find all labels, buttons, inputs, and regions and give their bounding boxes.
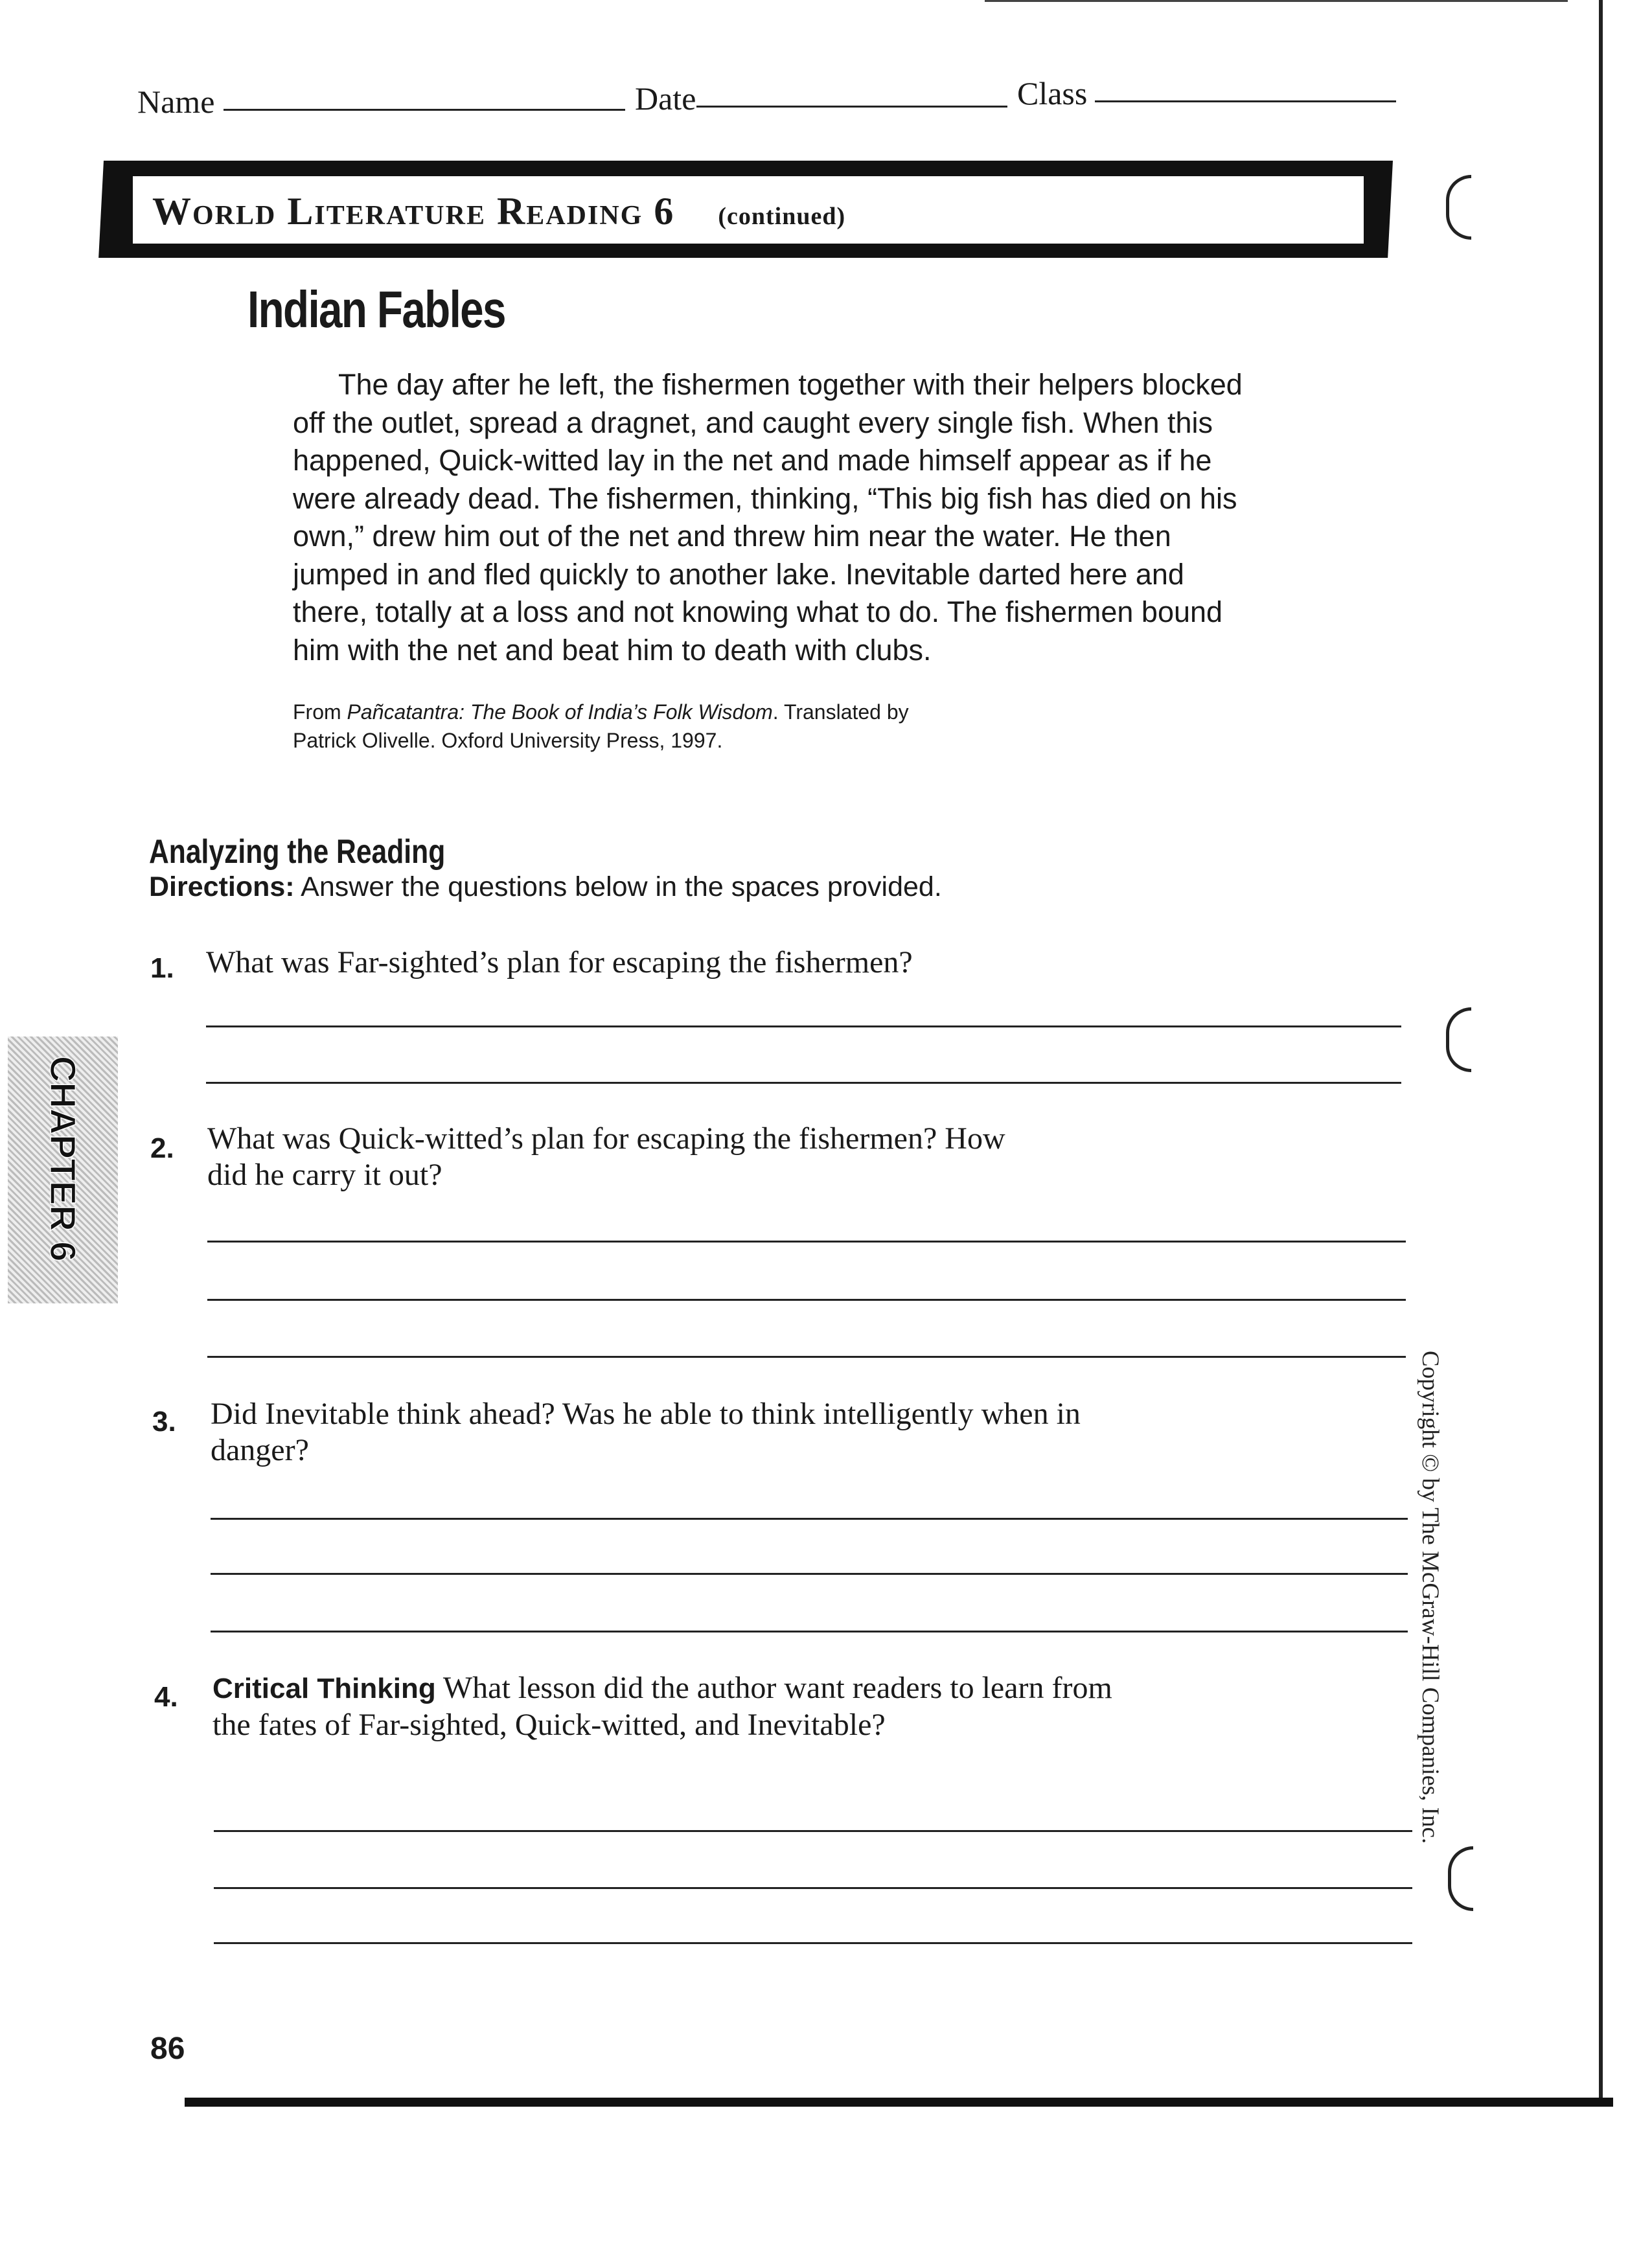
class-field[interactable] (1095, 100, 1396, 102)
footer-rule (185, 2098, 1613, 2107)
source-citation (293, 698, 1005, 755)
date-label: Date (635, 80, 696, 117)
question-text: What was Quick-witted’s plan for escaping the fishermen? How did he carry it out? (207, 1121, 1005, 1192)
scan-top-edge (985, 0, 1568, 2)
question-text: Did Inevitable think ahead? Was he able to think intelligently when in danger? (211, 1397, 1081, 1467)
question-text-body: What lesson did the author want readers to learn from the fates of Far-sighted, Quick-witted, and Inevitable? (212, 1671, 1112, 1742)
question-number: 2. (150, 1132, 174, 1164)
answer-line[interactable] (206, 1025, 1401, 1027)
question-number: 4. (154, 1681, 178, 1713)
punch-hole-mark (1446, 1007, 1471, 1072)
page-number: 86 (150, 2032, 185, 2066)
question-text (212, 1670, 1119, 1743)
question-number: 1. (150, 952, 174, 984)
source-work: Pañcatantra: The Book of India’s Folk Wisdom (347, 700, 773, 724)
passage (293, 366, 1248, 669)
section-heading: Analyzing the Reading (149, 833, 446, 871)
answer-line[interactable] (211, 1631, 1408, 1632)
answer-line[interactable] (211, 1518, 1408, 1520)
question-text: What was Far-sighted’s plan for escaping the fishermen? (206, 945, 913, 979)
passage-text: The day after he left, the fishermen together with their helpers blocked off the outlet, spread a dragnet, and caught every single fish. When this happened, Quick-witted lay in the net and made himself appear as if he were already dead. The fishermen, thinking, “This big fish has died on his own,” drew him out of the net and threw him near the water. He then jumped in and fled quickly to another lake. Inevitable darted here and there, totally at a loss and not knowing what to do. The fishermen bound him with the net and beat him to death with clubs. (293, 368, 1243, 667)
answer-line[interactable] (214, 1830, 1412, 1832)
banner-title (152, 189, 845, 234)
scan-right-edge (1599, 0, 1603, 2105)
copyright-notice (1411, 1351, 1450, 1856)
source-suffix: . Translated by (772, 700, 909, 724)
banner-continued: (continued) (718, 203, 846, 230)
source-prefix: From (293, 700, 347, 724)
source-line2: Patrick Olivelle. Oxford University Press, 1997. (293, 729, 723, 752)
answer-line[interactable] (207, 1356, 1406, 1358)
name-label: Name (137, 84, 215, 120)
date-field[interactable] (696, 106, 1007, 108)
answer-line[interactable] (206, 1082, 1401, 1084)
directions-label: Directions: (149, 871, 295, 902)
copyright-text: Copyright © by The McGraw-Hill Companies, Inc. (1417, 1351, 1443, 1844)
banner-title-text: World Literature Reading 6 (152, 190, 675, 233)
answer-line[interactable] (214, 1942, 1412, 1944)
chapter-tab-label (39, 1049, 91, 1296)
answer-line[interactable] (211, 1573, 1408, 1575)
critical-thinking-label: Critical Thinking (212, 1673, 436, 1704)
page-title: Indian Fables (247, 281, 505, 338)
chapter-tab-text: CHAPTER 6 (43, 1056, 84, 1262)
answer-line[interactable] (214, 1887, 1412, 1889)
directions (149, 871, 942, 903)
class-label: Class (1017, 75, 1088, 111)
answer-line[interactable] (207, 1241, 1406, 1243)
question-number: 3. (152, 1406, 176, 1438)
answer-line[interactable] (207, 1299, 1406, 1301)
name-field[interactable] (224, 109, 625, 111)
punch-hole-mark (1448, 1846, 1473, 1911)
punch-hole-mark (1446, 175, 1471, 240)
directions-text: Answer the questions below in the spaces provided. (294, 871, 942, 902)
